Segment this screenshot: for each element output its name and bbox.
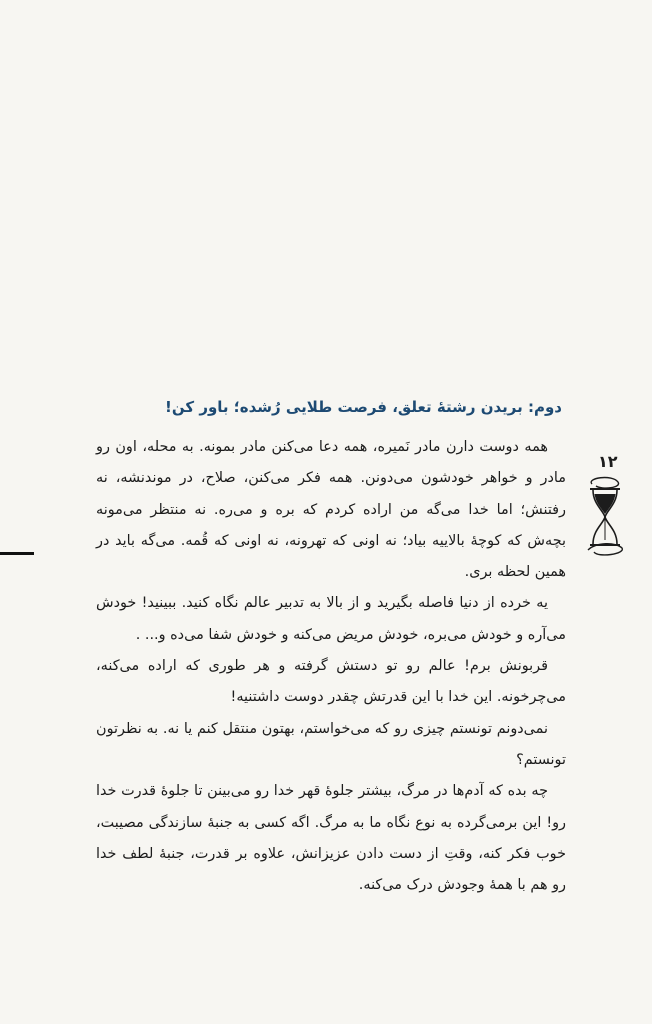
page-number: ۱۲ [598,452,618,471]
paragraph-1: همه دوست دارن مادر نَمیره، همه دعا می‌کنن مادر بمونه. به محله، اون رو مادر و خواهر خودشون می‌دونن. همه فکر می‌کنن، صلاح، در موندنشه، نه رفتنش؛ اما خدا می‌گه من اراده کردم که بره و می‌ره. نه منتظر می‌مونه بچه‌ش که کوچهٔ بالاییه بیاد؛ نه اونی که تهرونه، نه اونی که قُمه. می‌گه باید در همین لحظه بری. [96,439,566,581]
section-heading: دوم: بریدن رشتهٔ تعلق، فرصت طلایی رُشده؛ باور کن! [165,398,562,416]
paragraph-5: چه بده که آدم‌ها در مرگ، بیشتر جلوهٔ قهر خدا رو می‌بینن تا جلوهٔ قدرت خدا رو! این برمی‌گرده به نوع نگاه ما به مرگ. اگه کسی به جنبهٔ سازندگی مصیبت، خوب فکر کنه، وقتِ از دست دادن عزیزانش، علاوه بر قدرت، جنبهٔ لطف خدا رو هم با همهٔ وجودش درک می‌کنه. [96,783,566,894]
paragraph-3: قربونش برم! عالم رو تو دستش گرفته و هر طوری که اراده می‌کنه، می‌چرخونه. این خدا با این قدرتش چقدر دوست داشتنیه! [96,658,566,706]
margin-edge-line [0,552,34,555]
body-text [96,432,566,901]
paragraph-2: یه خرده از دنیا فاصله بگیرید و از بالا به تدبیر عالم نگاه کنید. ببینید! خودش می‌آره و خودش می‌بره، خودش مریض می‌کنه و خودش شفا می‌ده و... . [96,595,566,643]
paragraph-4: نمی‌دونم تونستم چیزی رو که می‌خواستم، بهتون منتقل کنم یا نه. به نظرتون تونستم؟ [96,720,566,768]
hourglass-icon [582,476,628,558]
